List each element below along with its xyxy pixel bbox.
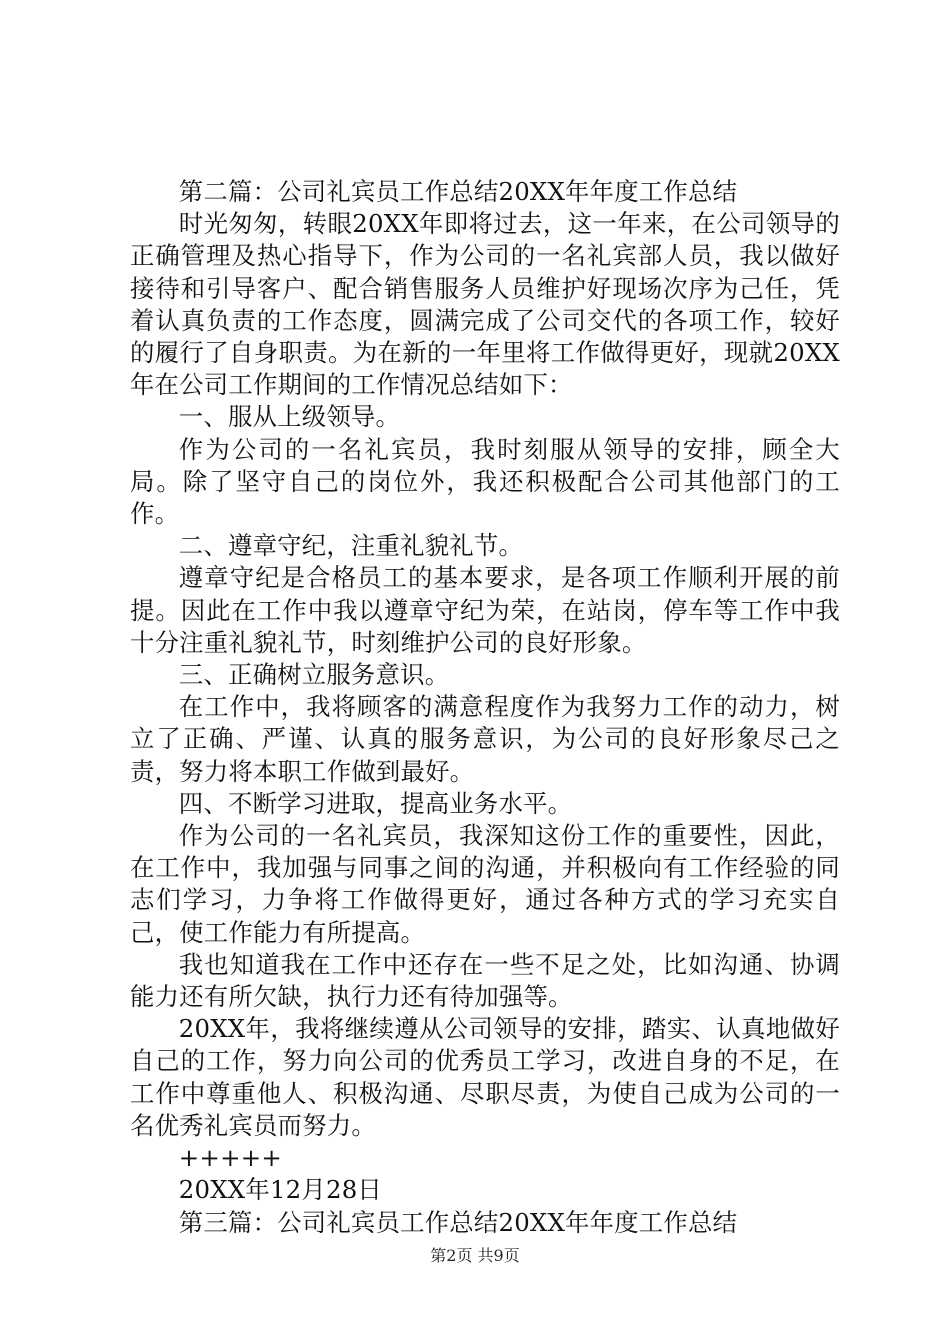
date-line: 20XX年12月28日: [178, 1175, 383, 1205]
section-heading: 第三篇：公司礼宾员工作总结20XX年年度工作总结: [178, 1207, 738, 1237]
body-paragraph: 遵章守纪是合格员工的基本要求，是各项工作顺利开展的前提。因此在工作中我以遵章守纪为荣，在站岗，停车等工作中我十分注重礼貌礼节，时刻维护公司的良好形象。: [130, 563, 840, 657]
body-paragraph: 20XX年，我将继续遵从公司领导的安排，踏实、认真地做好自己的工作，努力向公司的优秀员工学习，改进自身的不足，在工作中尊重他人、积极沟通、尽职尽责，为使自己成为公司的一名优秀礼宾员而努力。: [130, 1014, 840, 1140]
page-footer: 第2页 共9页: [430, 1246, 520, 1265]
body-paragraph: 我也知道我在工作中还存在一些不足之处，比如沟通、协调能力还有所欠缺，执行力还有待加强等。: [130, 949, 840, 1012]
body-paragraph: 在工作中，我将顾客的满意程度作为我努力工作的动力，树立了正确、严谨、认真的服务意识，为公司的良好形象尽己之责，努力将本职工作做到最好。: [130, 692, 840, 786]
separator-text: +++++: [178, 1143, 282, 1173]
list-heading: 一、服从上级领导。: [178, 402, 401, 432]
body-paragraph: 作为公司的一名礼宾员，我时刻服从领导的安排，顾全大局。除了坚守自己的岗位外，我还积极配合公司其他部门的工作。: [130, 434, 840, 529]
body-paragraph: 作为公司的一名礼宾员，我深知这份工作的重要性，因此，在工作中，我加强与同事之间的沟通，并积极向有工作经验的同志们学习，力争将工作做得更好，通过各种方式的学习充实自己，使工作能力有所提高。: [130, 821, 840, 947]
list-heading: 四、不断学习进取，提高业务水平。: [178, 788, 573, 818]
section-heading: 第二篇：公司礼宾员工作总结20XX年年度工作总结: [178, 177, 738, 206]
body-paragraph: 时光匆匆，转眼20XX年即将过去，这一年来，在公司领导的正确管理及热心指导下，作为公司的一名礼宾部人员，我以做好接待和引导客户、配合销售服务人员维护好现场次序为己任，凭着认真负责的工作态度，圆满完成了公司交代的各项工作，较好的履行了自身职责。为在新的一年里将工作做得更好，现就20XX年在公司工作期间的工作情况总结如下：: [130, 209, 840, 400]
list-heading: 二、遵章守纪，注重礼貌礼节。: [178, 531, 524, 561]
document-body: [130, 176, 840, 1239]
list-heading: 三、正确树立服务意识。: [178, 660, 450, 690]
